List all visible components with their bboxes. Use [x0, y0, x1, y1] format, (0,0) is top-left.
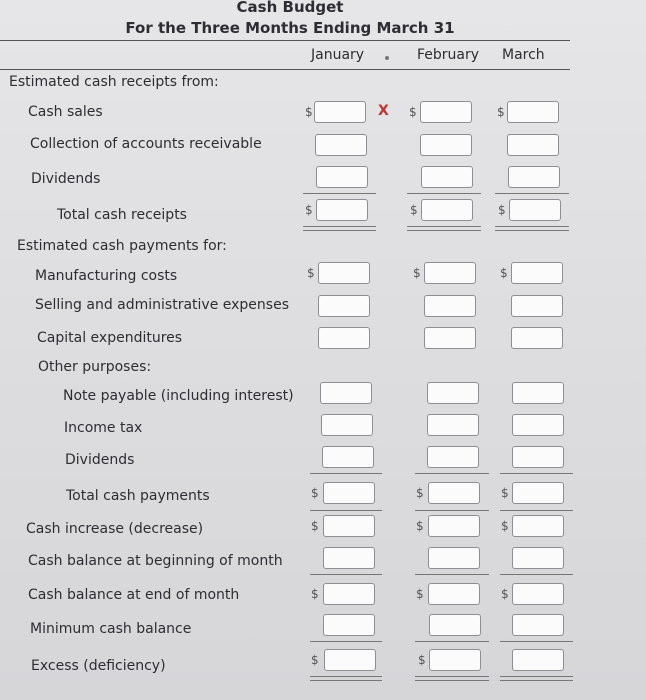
february-cash-increase-input[interactable] [428, 515, 480, 537]
february-capital-expenditures-input[interactable] [424, 327, 476, 349]
dollar-sign: $ [409, 105, 417, 119]
subtotal-rule [415, 574, 489, 575]
march-beginning-balance-input[interactable] [512, 547, 564, 569]
march-total-cash-payments-input[interactable] [512, 482, 564, 504]
title: Cash Budget [236, 0, 344, 16]
january-total-cash-payments-input[interactable] [323, 482, 375, 504]
column-header-rule [0, 69, 570, 70]
total-double-rule [407, 226, 481, 231]
march-dividends-payments-input[interactable] [512, 446, 564, 468]
label-selling-and-administrative-expenses: Selling and administrative expenses [35, 297, 289, 313]
february-income-tax-input[interactable] [427, 414, 479, 436]
february-cash-sales-input[interactable] [420, 101, 472, 123]
column-header-march: March [502, 47, 545, 63]
subtotal-rule [500, 574, 573, 575]
total-double-rule [415, 676, 489, 681]
january-excess-deficiency-input[interactable] [324, 649, 376, 671]
january-collection-input[interactable] [315, 134, 367, 156]
subtotal-rule [500, 641, 573, 642]
label-income-tax: Income tax [64, 420, 143, 436]
label-excess-deficiency: Excess (deficiency) [31, 658, 166, 674]
label-cash-balance-beginning: Cash balance at beginning of month [28, 553, 283, 569]
january-minimum-balance-input[interactable] [323, 614, 375, 636]
label-estimated-cash-payments: Estimated cash payments for: [17, 238, 227, 254]
dollar-sign: $ [305, 105, 313, 119]
label-total-cash-receipts: Total cash receipts [57, 207, 187, 223]
label-note-payable: Note payable (including interest) [63, 388, 294, 404]
march-minimum-balance-input[interactable] [512, 614, 564, 636]
february-total-cash-receipts-input[interactable] [421, 199, 473, 221]
january-cash-increase-input[interactable] [323, 515, 375, 537]
january-manufacturing-costs-input[interactable] [318, 262, 370, 284]
label-minimum-cash-balance: Minimum cash balance [30, 621, 192, 637]
january-capital-expenditures-input[interactable] [318, 327, 370, 349]
label-collection-of-accounts-receivable: Collection of accounts receivable [30, 136, 262, 152]
february-dividends-receipts-input[interactable] [421, 166, 473, 188]
january-beginning-balance-input[interactable] [323, 547, 375, 569]
subtotal-rule [310, 473, 382, 474]
subtotal-rule [495, 193, 569, 194]
january-cash-sales-input[interactable] [314, 101, 366, 123]
subtotal-rule [415, 510, 489, 511]
dollar-sign: $ [410, 203, 418, 217]
subtotal-rule [500, 510, 573, 511]
label-estimated-cash-receipts: Estimated cash receipts from: [9, 74, 219, 90]
total-double-rule [495, 226, 569, 231]
march-cash-sales-input[interactable] [507, 101, 559, 123]
label-manufacturing-costs: Manufacturing costs [35, 268, 178, 284]
column-header-january: January [311, 47, 365, 63]
march-total-cash-receipts-input[interactable] [509, 199, 561, 221]
subtotal-rule [500, 473, 573, 474]
march-excess-deficiency-input[interactable] [512, 649, 564, 671]
subtotal-rule [303, 193, 376, 194]
dollar-sign: $ [413, 266, 421, 280]
march-collection-input[interactable] [507, 134, 559, 156]
dollar-sign: $ [311, 519, 319, 533]
subtotal-rule [310, 510, 382, 511]
label-capital-expenditures: Capital expenditures [37, 330, 183, 346]
february-manufacturing-costs-input[interactable] [424, 262, 476, 284]
february-excess-deficiency-input[interactable] [429, 649, 481, 671]
dollar-sign: $ [500, 266, 508, 280]
dot-mark [385, 56, 389, 60]
dollar-sign: $ [311, 653, 319, 667]
label-cash-balance-end: Cash balance at end of month [28, 587, 240, 603]
march-selling-admin-input[interactable] [511, 295, 563, 317]
february-note-payable-input[interactable] [427, 382, 479, 404]
dollar-sign: $ [501, 486, 509, 500]
incorrect-x-icon: X [378, 103, 389, 119]
column-header-february: February [417, 47, 480, 63]
march-note-payable-input[interactable] [512, 382, 564, 404]
january-ending-balance-input[interactable] [323, 583, 375, 605]
total-double-rule [310, 676, 382, 681]
label-cash-increase-decrease: Cash increase (decrease) [26, 521, 204, 537]
march-cash-increase-input[interactable] [512, 515, 564, 537]
march-capital-expenditures-input[interactable] [511, 327, 563, 349]
subtotal-rule [415, 473, 489, 474]
march-dividends-receipts-input[interactable] [508, 166, 560, 188]
subtotal-rule [310, 574, 382, 575]
march-manufacturing-costs-input[interactable] [511, 262, 563, 284]
label-other-purposes: Other purposes: [38, 359, 152, 375]
label-dividends-receipts: Dividends [31, 171, 101, 187]
dollar-sign: $ [416, 519, 424, 533]
total-double-rule [303, 226, 376, 231]
february-minimum-balance-input[interactable] [429, 614, 481, 636]
january-dividends-receipts-input[interactable] [316, 166, 368, 188]
subtitle: For the Three Months Ending March 31 [125, 19, 455, 37]
february-beginning-balance-input[interactable] [428, 547, 480, 569]
january-dividends-payments-input[interactable] [322, 446, 374, 468]
dollar-sign: $ [418, 653, 426, 667]
january-income-tax-input[interactable] [321, 414, 373, 436]
february-dividends-payments-input[interactable] [427, 446, 479, 468]
january-selling-admin-input[interactable] [318, 295, 370, 317]
dollar-sign: $ [416, 587, 424, 601]
subtotal-rule [310, 641, 382, 642]
label-dividends-payments: Dividends [65, 452, 135, 468]
dollar-sign: $ [311, 587, 319, 601]
subtotal-rule [415, 641, 489, 642]
label-total-cash-payments: Total cash payments [66, 488, 210, 504]
february-selling-admin-input[interactable] [424, 295, 476, 317]
label-cash-sales: Cash sales [28, 104, 103, 120]
dollar-sign: $ [497, 105, 505, 119]
march-income-tax-input[interactable] [512, 414, 564, 436]
total-double-rule [500, 676, 573, 681]
february-collection-input[interactable] [420, 134, 472, 156]
dollar-sign: $ [501, 519, 509, 533]
february-ending-balance-input[interactable] [428, 583, 480, 605]
january-note-payable-input[interactable] [320, 382, 372, 404]
dollar-sign: $ [501, 587, 509, 601]
february-total-cash-payments-input[interactable] [428, 482, 480, 504]
march-ending-balance-input[interactable] [512, 583, 564, 605]
header-rule [0, 40, 570, 41]
dollar-sign: $ [416, 486, 424, 500]
dollar-sign: $ [305, 203, 313, 217]
subtotal-rule [407, 193, 481, 194]
dollar-sign: $ [307, 266, 315, 280]
january-total-cash-receipts-input[interactable] [316, 199, 368, 221]
dollar-sign: $ [498, 203, 506, 217]
dollar-sign: $ [311, 486, 319, 500]
